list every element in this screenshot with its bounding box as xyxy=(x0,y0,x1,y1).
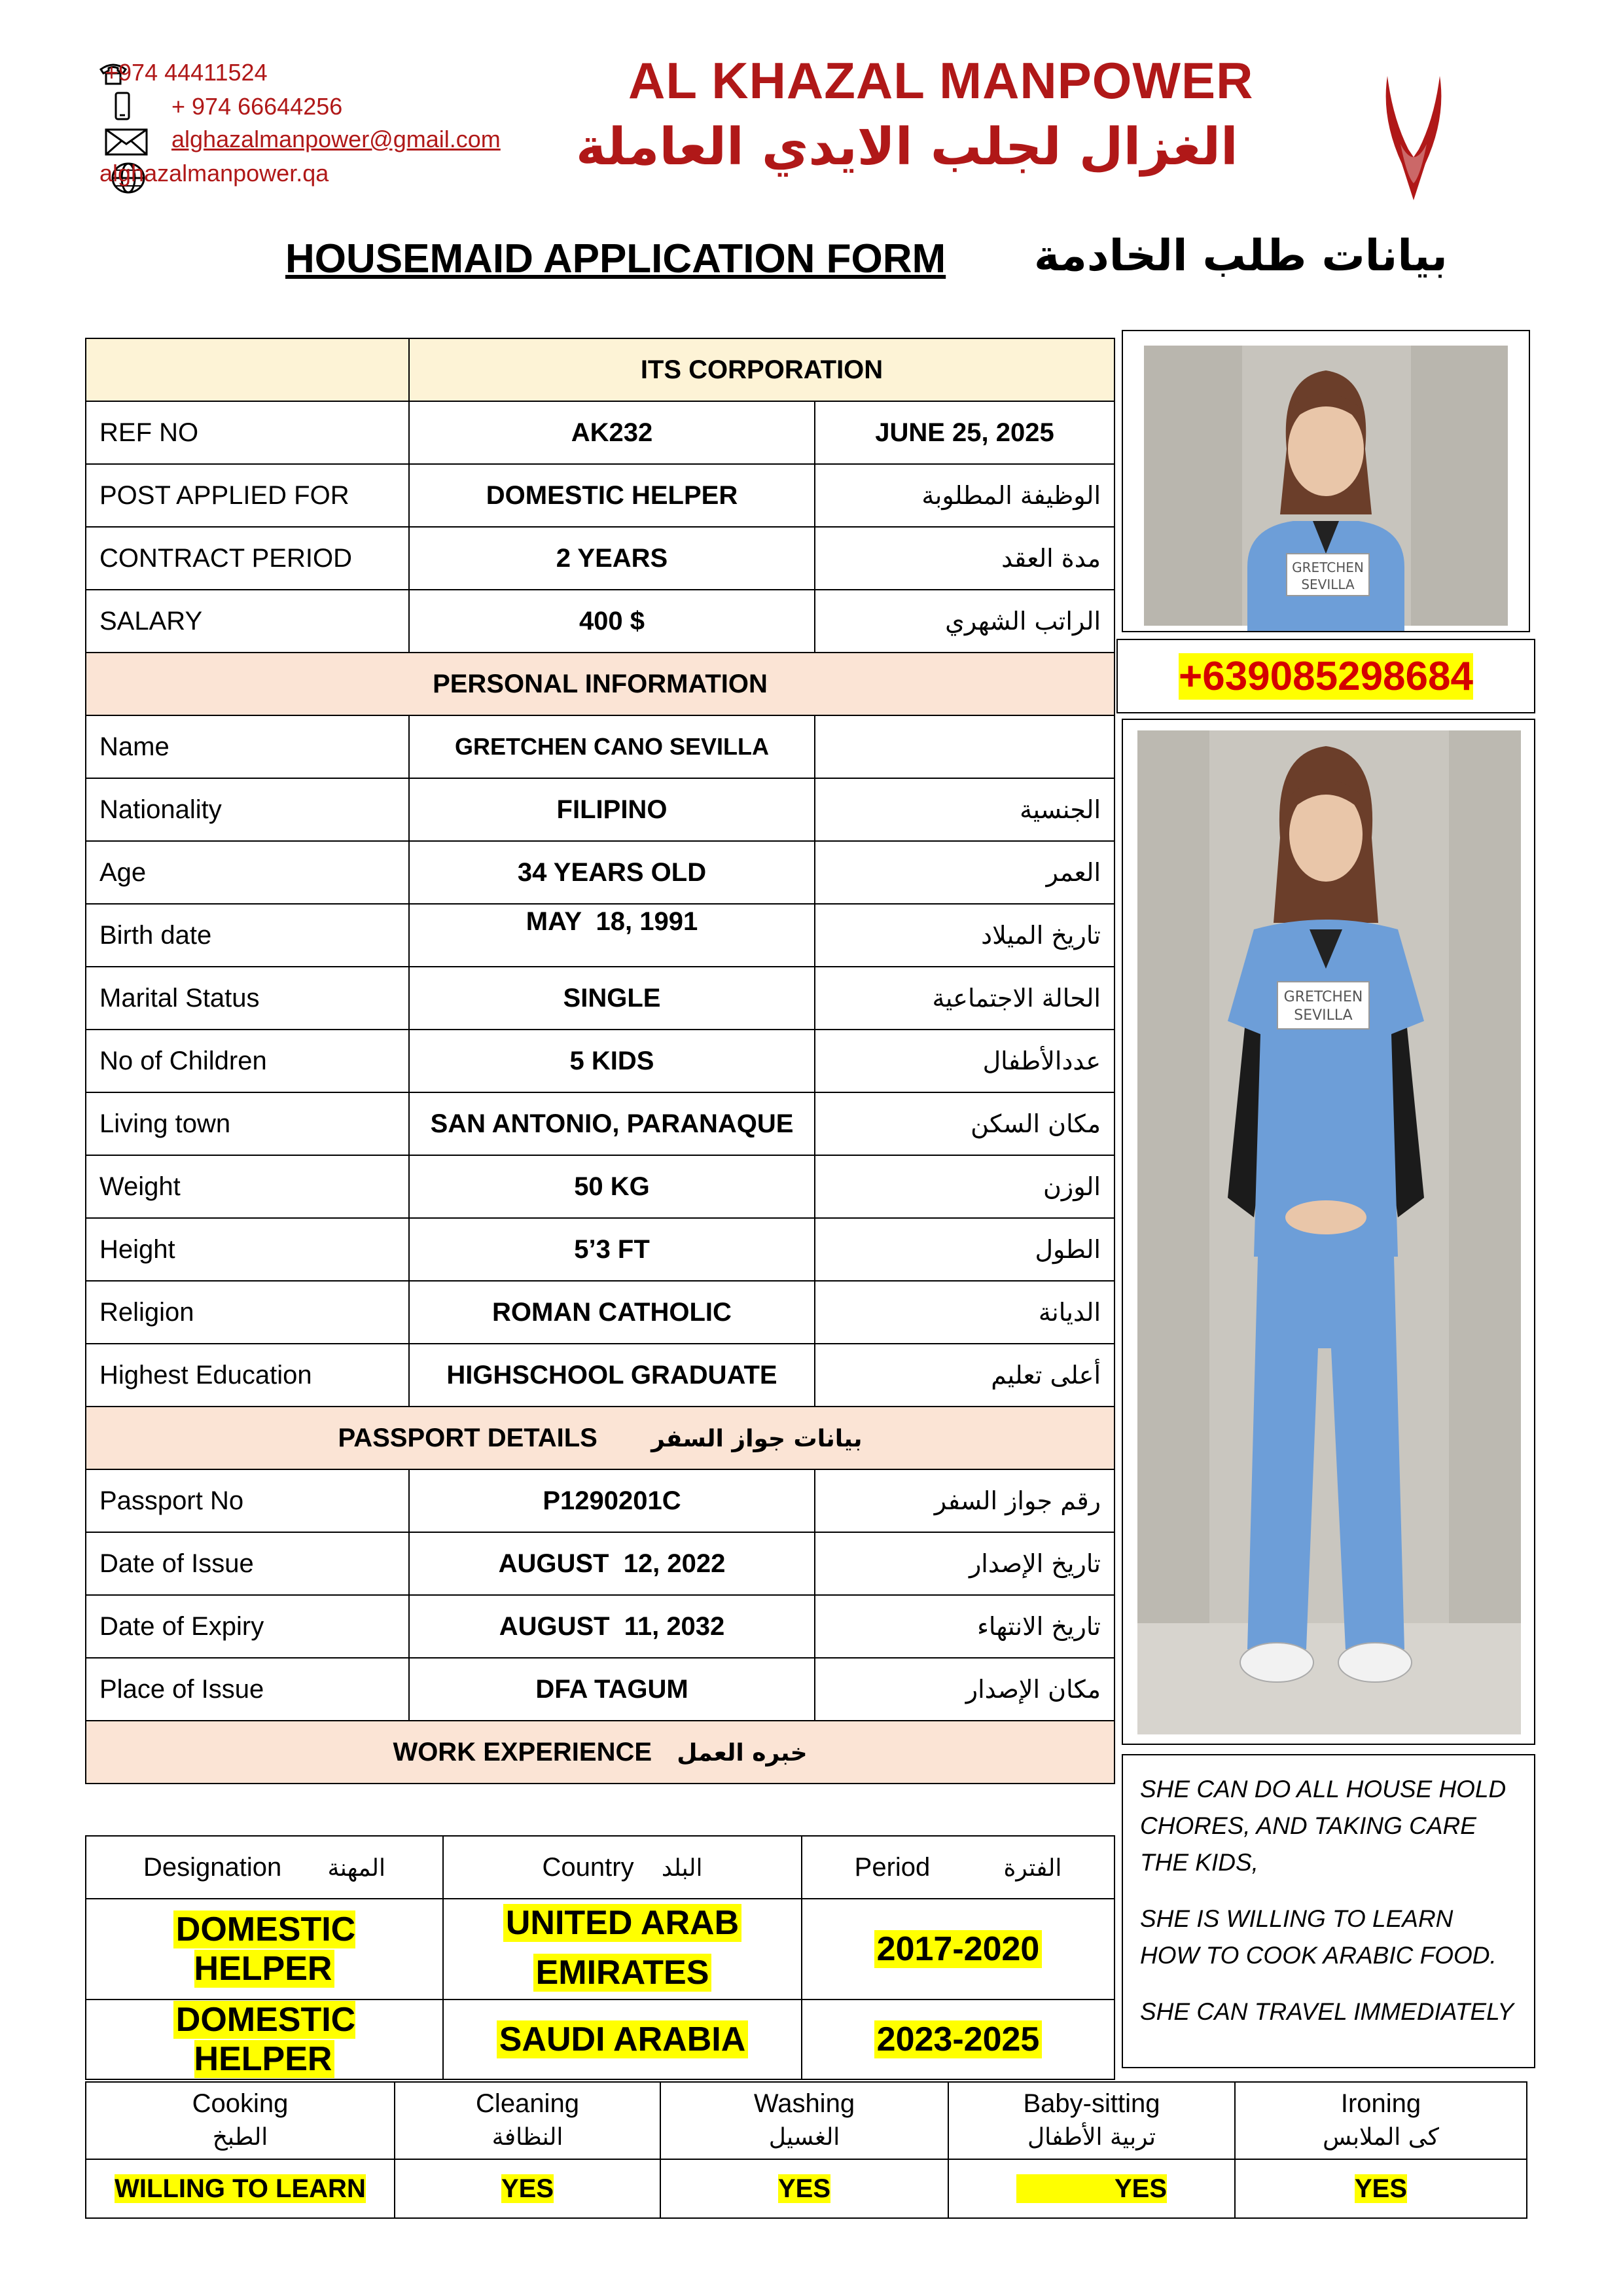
skill-ironing xyxy=(1235,2082,1527,2159)
work-header-row xyxy=(86,1721,1115,1784)
work-2-designation xyxy=(86,2000,443,2079)
contract-value: 2 YEARS xyxy=(409,527,815,590)
note-2: SHE IS WILLING TO LEARN HOW TO COOK ARABIC FOOD. xyxy=(1140,1905,1497,1969)
applicant-phone-box xyxy=(1116,639,1535,713)
skill-babysitting-value-cell xyxy=(948,2159,1235,2218)
work-2-period-text: 2023-2025 xyxy=(874,2020,1043,2058)
badge-text-4: SEVILLA xyxy=(1294,1007,1353,1024)
skill-babysitting-en: Baby-sitting xyxy=(1023,2089,1160,2118)
age-label-ar: العمر xyxy=(815,841,1115,904)
phone-2[interactable]: + 974 66644256 xyxy=(171,93,343,120)
expiry-date-label: Date of Expiry xyxy=(86,1595,409,1658)
phone-1[interactable]: +974 44411524 xyxy=(105,59,268,86)
company-name-ar: الغزال لجلب الايدي العاملة xyxy=(576,118,1238,177)
height-label: Height xyxy=(86,1218,409,1281)
company-name-en: AL KHAZAL MANPOWER xyxy=(628,52,1254,109)
religion-row xyxy=(86,1281,1115,1344)
skill-cooking-en: Cooking xyxy=(192,2089,289,2118)
applicant-phone[interactable]: +639085298684 xyxy=(1179,653,1473,699)
post-label-ar: الوظيفة المطلوبة xyxy=(815,464,1115,527)
birthdate-label: Birth date xyxy=(86,904,409,967)
name-row xyxy=(86,715,1115,778)
work-1-designation-text: DOMESTIC HELPER xyxy=(173,1910,355,1988)
skill-washing-value-cell xyxy=(660,2159,948,2218)
education-value: HIGHSCHOOL GRADUATE xyxy=(409,1344,815,1407)
work-1-country-line1: UNITED ARAB xyxy=(503,1904,741,1942)
expiry-date-value: AUGUST 11, 2032 xyxy=(409,1595,815,1658)
skill-cleaning-ar: النظافة xyxy=(491,2124,563,2151)
passport-header-ar: بيانات جواز السفر xyxy=(651,1425,863,1452)
skill-cleaning-value: YES xyxy=(501,2174,554,2203)
col-country xyxy=(443,1836,802,1899)
skills-header-row xyxy=(86,2082,1527,2159)
nationality-label: Nationality xyxy=(86,778,409,841)
col-designation xyxy=(86,1836,443,1899)
skill-cooking-ar: الطبخ xyxy=(212,2124,268,2151)
col-period-en: Period xyxy=(854,1852,931,1882)
issue-date-value: AUGUST 12, 2022 xyxy=(409,1532,815,1595)
note-1: SHE CAN DO ALL HOUSE HOLD CHORES, AND TAKING CARE THE KIDS, xyxy=(1140,1776,1507,1876)
form-title-ar: بيانات طلب الخادمة xyxy=(1034,230,1448,281)
passport-no-label-ar: رقم جواز السفر xyxy=(815,1469,1115,1532)
work-1-country xyxy=(443,1899,802,2000)
passport-header-row xyxy=(86,1407,1115,1469)
religion-value: ROMAN CATHOLIC xyxy=(409,1281,815,1344)
post-label: POST APPLIED FOR xyxy=(86,464,409,527)
expiry-date-row xyxy=(86,1595,1115,1658)
work-2-country-text: SAUDI ARABIA xyxy=(497,2020,749,2058)
skill-washing-en: Washing xyxy=(753,2089,855,2118)
contract-label: CONTRACT PERIOD xyxy=(86,527,409,590)
skills-table xyxy=(85,2081,1527,2219)
ref-value: AK232 xyxy=(409,401,815,464)
age-value: 34 YEARS OLD xyxy=(409,841,815,904)
work-header-ar: خبره العمل xyxy=(677,1739,808,1767)
nationality-row xyxy=(86,778,1115,841)
name-label: Name xyxy=(86,715,409,778)
salary-label: SALARY xyxy=(86,590,409,653)
marital-row xyxy=(86,967,1115,1030)
mobile-icon xyxy=(114,92,131,124)
website-link[interactable]: alghazalmanpower.qa xyxy=(99,160,329,187)
height-label-ar: الطول xyxy=(815,1218,1115,1281)
work-2-country xyxy=(443,2000,802,2079)
name-label-ar xyxy=(815,715,1115,778)
portrait-photo xyxy=(1123,331,1529,631)
col-period-ar: الفترة xyxy=(1003,1854,1062,1882)
personal-header: PERSONAL INFORMATION xyxy=(86,653,1115,715)
col-country-en: Country xyxy=(542,1852,634,1882)
weight-value: 50 KG xyxy=(409,1155,815,1218)
religion-label: Religion xyxy=(86,1281,409,1344)
salary-value: 400 $ xyxy=(409,590,815,653)
badge-text-3: GRETCHEN xyxy=(1283,989,1363,1005)
passport-no-value: P1290201C xyxy=(409,1469,815,1532)
col-designation-ar: المهنة xyxy=(327,1854,386,1882)
skill-cooking xyxy=(86,2082,395,2159)
weight-label-ar: الوزن xyxy=(815,1155,1115,1218)
skill-washing-ar: الغسيل xyxy=(768,2124,840,2151)
work-1-designation xyxy=(86,1899,443,2000)
full-body-photo xyxy=(1123,720,1534,1744)
issue-date-label-ar: تاريخ الإصدار xyxy=(815,1532,1115,1595)
birthdate-value: MAY 18, 1991 xyxy=(409,904,815,967)
religion-label-ar: الديانة xyxy=(815,1281,1115,1344)
work-1-country-line2: EMIRATES xyxy=(533,1954,712,1992)
children-label-ar: عددالأطفال xyxy=(815,1030,1115,1092)
skill-ironing-en: Ironing xyxy=(1340,2089,1421,2118)
work-row-1 xyxy=(86,1899,1115,2000)
col-designation-en: Designation xyxy=(143,1852,282,1882)
gazelle-logo-icon xyxy=(1374,72,1453,206)
passport-header xyxy=(86,1407,1115,1469)
full-body-photo-frame xyxy=(1122,719,1535,1745)
children-row xyxy=(86,1030,1115,1092)
issue-place-label-ar: مكان الإصدار xyxy=(815,1658,1115,1721)
salary-label-ar: الراتب الشهري xyxy=(815,590,1115,653)
contract-row xyxy=(86,527,1115,590)
work-experience-table xyxy=(85,1835,1115,2080)
expiry-date-label-ar: تاريخ الانتهاء xyxy=(815,1595,1115,1658)
skill-babysitting-ar: تربية الأطفال xyxy=(1027,2124,1156,2151)
skill-cleaning xyxy=(395,2082,660,2159)
marital-label: Marital Status xyxy=(86,967,409,1030)
passport-header-en: PASSPORT DETAILS xyxy=(338,1423,597,1452)
passport-no-row xyxy=(86,1469,1115,1532)
children-label: No of Children xyxy=(86,1030,409,1092)
skill-cooking-value-cell xyxy=(86,2159,395,2218)
issue-place-value: DFA TAGUM xyxy=(409,1658,815,1721)
weight-label: Weight xyxy=(86,1155,409,1218)
skill-babysitting xyxy=(948,2082,1235,2159)
work-1-period-text: 2017-2020 xyxy=(874,1930,1043,1968)
age-label: Age xyxy=(86,841,409,904)
nationality-label-ar: الجنسية xyxy=(815,778,1115,841)
personal-header-row xyxy=(86,653,1115,715)
agency-name: ITS CORPORATION xyxy=(409,338,1115,401)
issue-date-row xyxy=(86,1532,1115,1595)
skill-ironing-ar: کی الملابس xyxy=(1323,2124,1439,2151)
birthdate-label-ar: تاريخ الميلاد xyxy=(815,904,1115,967)
email-icon xyxy=(105,128,148,159)
skills-value-row xyxy=(86,2159,1527,2218)
birthdate-row xyxy=(86,904,1115,967)
nationality-value: FILIPINO xyxy=(409,778,815,841)
applicant-notes xyxy=(1122,1754,1535,2068)
marital-label-ar: الحالة الاجتماعية xyxy=(815,967,1115,1030)
ref-label: REF NO xyxy=(86,401,409,464)
town-label-ar: مكان السكن xyxy=(815,1092,1115,1155)
col-period xyxy=(802,1836,1115,1899)
skill-washing-value: YES xyxy=(777,2174,831,2203)
height-value: 5’3 FT xyxy=(409,1218,815,1281)
post-row xyxy=(86,464,1115,527)
work-row-2 xyxy=(86,2000,1115,2079)
weight-row xyxy=(86,1155,1115,1218)
skill-cleaning-en: Cleaning xyxy=(476,2089,579,2118)
town-label: Living town xyxy=(86,1092,409,1155)
skill-ironing-value: YES xyxy=(1354,2174,1408,2203)
skill-cooking-value: WILLING TO LEARN xyxy=(115,2174,366,2203)
skill-babysitting-value: YES xyxy=(1016,2174,1167,2203)
ref-row xyxy=(86,401,1115,464)
name-value: GRETCHEN CANO SEVILLA xyxy=(409,715,815,778)
issue-place-row xyxy=(86,1658,1115,1721)
skill-washing xyxy=(660,2082,948,2159)
education-label-ar: أعلى تعليم xyxy=(815,1344,1115,1407)
salary-row xyxy=(86,590,1115,653)
children-value: 5 KIDS xyxy=(409,1030,815,1092)
work-header-en: WORK EXPERIENCE xyxy=(393,1737,652,1767)
work-2-designation-text: DOMESTIC HELPER xyxy=(173,2001,355,2078)
col-country-ar: البلد xyxy=(661,1854,703,1882)
work-columns-row xyxy=(86,1836,1115,1899)
age-row xyxy=(86,841,1115,904)
skill-ironing-value-cell xyxy=(1235,2159,1527,2218)
town-row xyxy=(86,1092,1115,1155)
email-link[interactable]: alghazalmanpower@gmail.com xyxy=(171,126,501,152)
badge-text-1: GRETCHEN xyxy=(1292,560,1364,575)
post-value: DOMESTIC HELPER xyxy=(409,464,815,527)
education-row xyxy=(86,1344,1115,1407)
agency-row xyxy=(86,338,1115,401)
ref-date: JUNE 25, 2025 xyxy=(815,401,1115,464)
badge-text-2: SEVILLA xyxy=(1301,577,1355,592)
application-table xyxy=(85,338,1115,1784)
work-header xyxy=(86,1721,1115,1784)
height-row xyxy=(86,1218,1115,1281)
marital-value: SINGLE xyxy=(409,967,815,1030)
skill-cleaning-value-cell xyxy=(395,2159,660,2218)
work-1-period xyxy=(802,1899,1115,2000)
portrait-photo-frame xyxy=(1122,330,1530,632)
contract-label-ar: مدة العقد xyxy=(815,527,1115,590)
issue-place-label: Place of Issue xyxy=(86,1658,409,1721)
form-title-en: HOUSEMAID APPLICATION FORM xyxy=(285,236,946,281)
education-label: Highest Education xyxy=(86,1344,409,1407)
note-3: SHE CAN TRAVEL IMMEDIATELY xyxy=(1140,1998,1514,2025)
passport-no-label: Passport No xyxy=(86,1469,409,1532)
issue-date-label: Date of Issue xyxy=(86,1532,409,1595)
town-value: SAN ANTONIO, PARANAQUE xyxy=(409,1092,815,1155)
work-2-period xyxy=(802,2000,1115,2079)
